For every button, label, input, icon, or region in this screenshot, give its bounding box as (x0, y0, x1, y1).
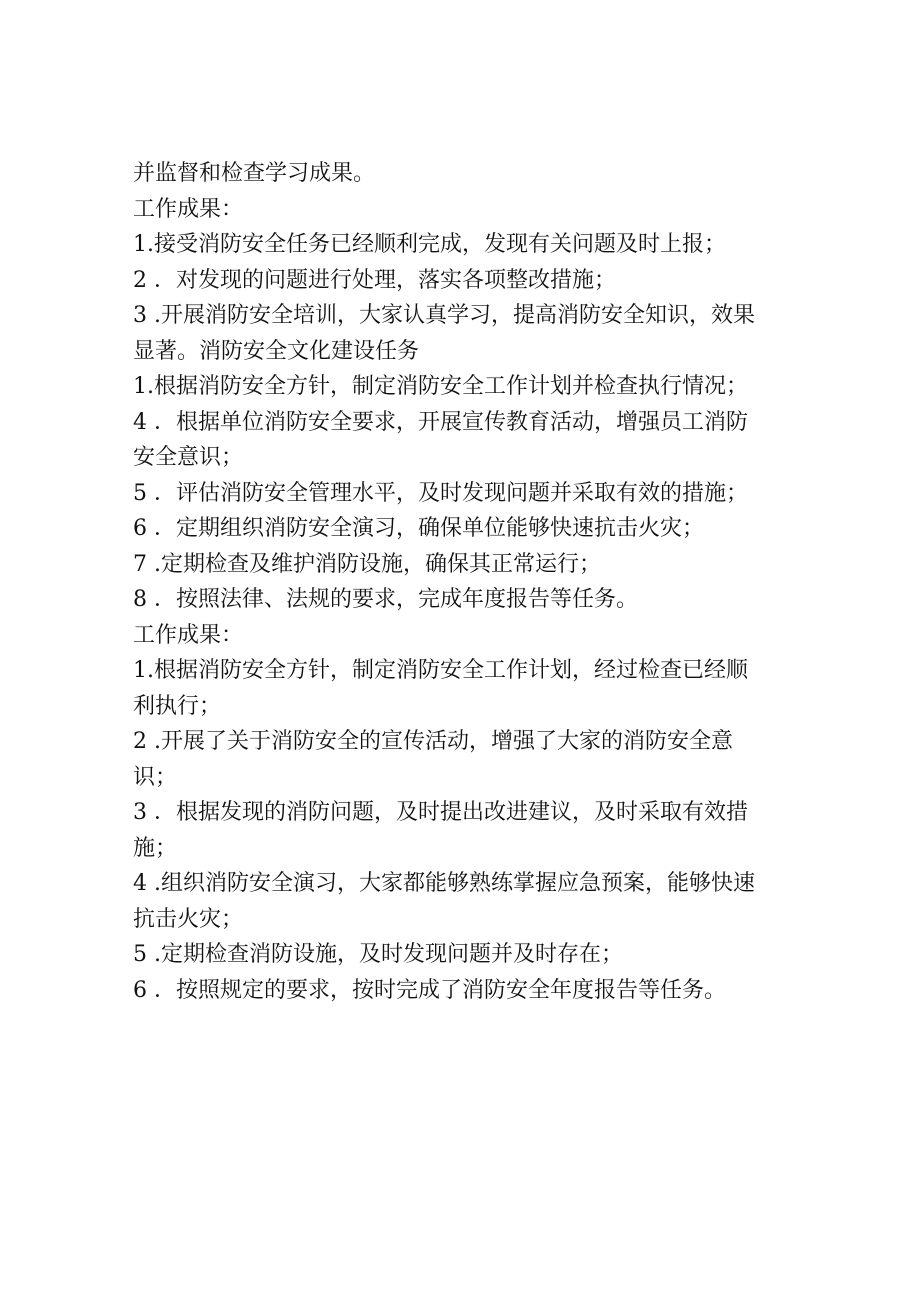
list-item: 1.根据消防安全方针，制定消防安全工作计划并检查执行情况； (133, 374, 748, 399)
list-item: 6 ．定期组织消防安全演习，确保单位能够快速抗击火灾； (133, 516, 704, 541)
document-body (133, 156, 798, 1008)
list-item: 5 .定期检查消防设施，及时发现问题并及时存在； (133, 942, 623, 967)
list-item: 1.接受消防安全任务已经顺利完成，发现有关问题及时上报； (133, 232, 726, 257)
list-item: 3 .开展消防安全培训，大家认真学习，提高消防安全知识，效果 (133, 303, 755, 328)
text-line: 抗击火灾； (133, 906, 244, 932)
list-item: 7 .定期检查及维护消防设施，确保其正常运行； (133, 551, 601, 577)
list-item: 2 .开展了关于消防安全的宣传活动，增强了大家的消防安全意 (133, 729, 733, 754)
list-item: 3 ．根据发现的消防问题，及时提出改进建议，及时采取有效措 (133, 800, 748, 825)
text-line: 施； (133, 835, 178, 861)
list-item: 5 ．评估消防安全管理水平，及时发现问题并采取有效的措施； (133, 480, 748, 506)
text-line: 安全意识； (133, 445, 244, 470)
section-heading: 工作成果： (133, 622, 244, 648)
text-line: 利执行； (133, 693, 222, 719)
text-line: 并监督和检查学习成果。 (133, 161, 376, 186)
list-item: 1.根据消防安全方针，制定消防安全工作计划，经过检查已经顺 (133, 658, 748, 683)
list-item: 2 ．对发现的问题进行处理，落实各项整改措施； (133, 267, 616, 293)
text-line: 显著。消防安全文化建设任务 (133, 338, 420, 364)
list-item: 4 ．根据单位消防安全要求，开展宣传教育活动，增强员工消防 (133, 409, 748, 435)
section-heading: 工作成果： (133, 196, 244, 222)
list-item: 6 ．按照规定的要求，按时完成了消防安全年度报告等任务。 (133, 977, 726, 1003)
text-line: 识； (133, 764, 178, 790)
list-item: 4 .组织消防安全演习，大家都能够熟练掌握应急预案，能够快速 (133, 871, 755, 896)
list-item: 8 ．按照法律、法规的要求，完成年度报告等任务。 (133, 587, 638, 612)
